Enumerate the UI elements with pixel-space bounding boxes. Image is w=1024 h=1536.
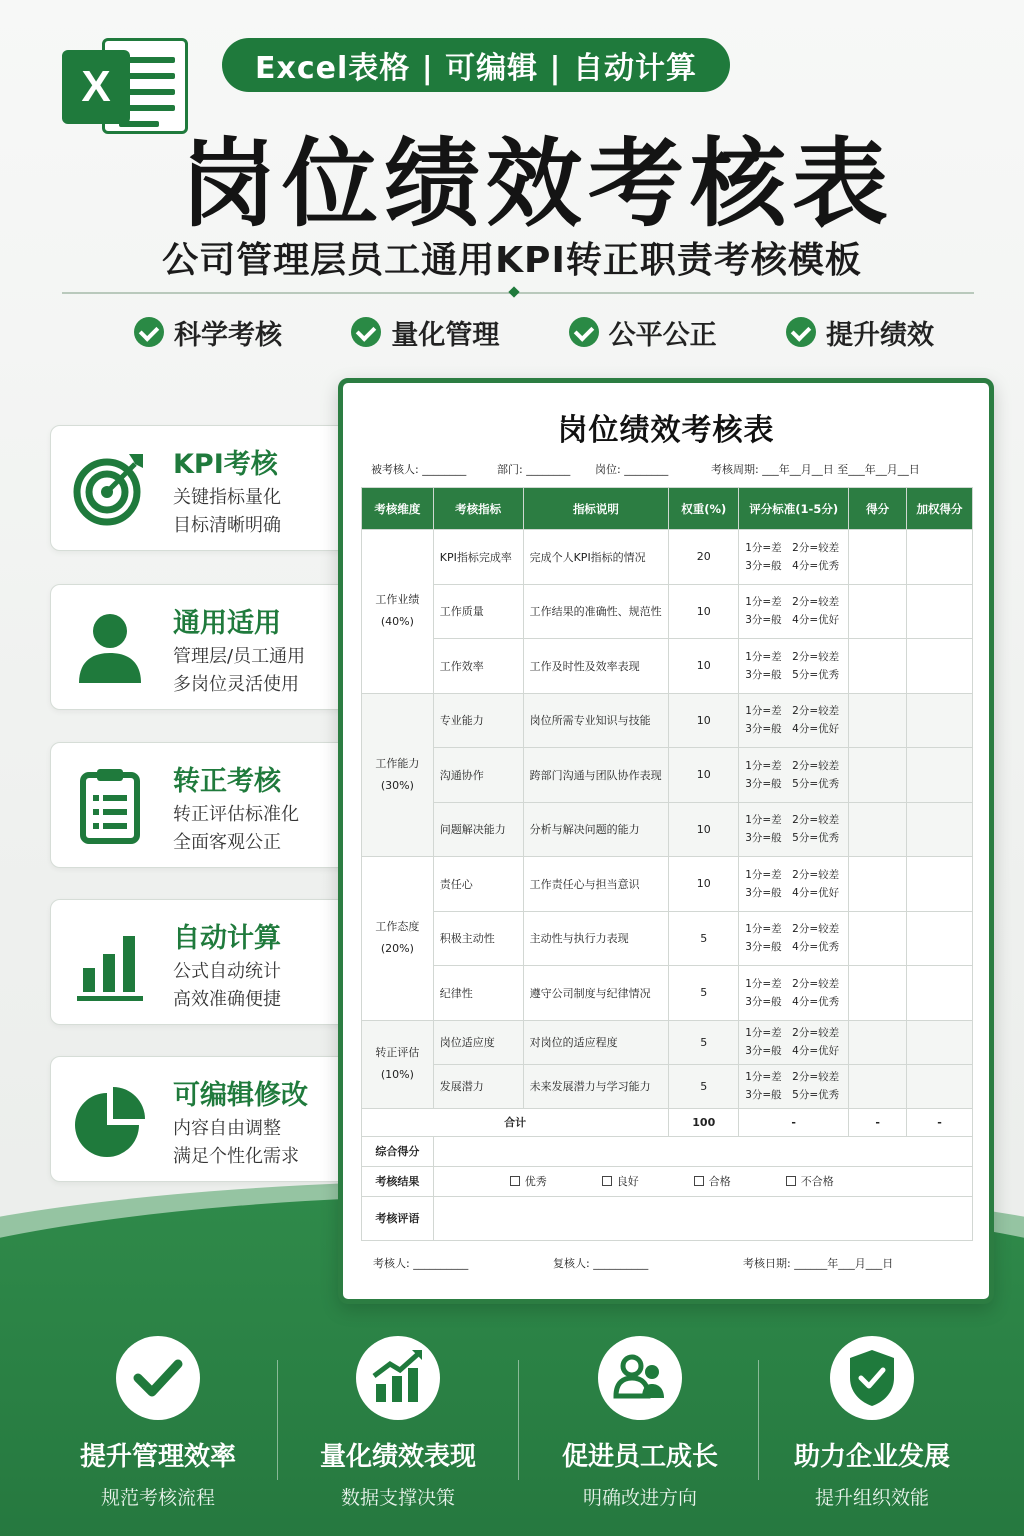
feature-card-general — [50, 584, 350, 710]
indicator-cell: 专业能力 — [433, 693, 523, 748]
indicator-cell: 纪律性 — [433, 966, 523, 1021]
comment-field[interactable] — [433, 1196, 972, 1240]
table-row — [362, 530, 973, 585]
description-cell: 未来发展潜力与学习能力 — [523, 1064, 669, 1108]
benefit-desc: 规范考核流程 — [100, 1487, 215, 1509]
total-score: - — [849, 1108, 907, 1136]
feature-title: 自动计算 — [173, 923, 281, 954]
indicator-cell: 积极主动性 — [433, 911, 523, 966]
person-icon — [73, 607, 147, 687]
indicator-cell: 沟通协作 — [433, 748, 523, 803]
score-cell[interactable] — [849, 857, 907, 912]
assessee-field[interactable]: 被考核人: ________ — [371, 463, 467, 476]
checkbox-icon — [602, 1176, 612, 1186]
column-header: 评分标准(1-5分) — [739, 488, 849, 530]
result-option-good[interactable]: 良好 — [602, 1173, 694, 1189]
standard-cell: 1分=差 2分=较差 3分=般 4分=优好 — [739, 693, 849, 748]
weight-cell: 10 — [669, 584, 739, 639]
dimension-cell: 工作态度 (20%) — [362, 857, 434, 1021]
table-row — [362, 639, 973, 694]
result-row — [362, 1166, 973, 1196]
feature-title: 转正考核 — [173, 766, 281, 797]
score-cell[interactable] — [849, 748, 907, 803]
tag: 提升绩效 — [786, 312, 934, 352]
feature-desc: 关键指标量化 目标清晰明确 — [173, 487, 281, 536]
table-row — [362, 857, 973, 912]
feature-title: 通用适用 — [173, 608, 281, 639]
target-icon — [73, 448, 147, 528]
description-cell: 主动性与执行力表现 — [523, 911, 669, 966]
weighted-score-cell — [907, 857, 973, 912]
sheet-title: 岗位绩效考核表 — [557, 413, 775, 448]
result-options — [433, 1166, 972, 1196]
assessor-field[interactable]: 考核人: __________ — [373, 1257, 469, 1270]
table-row — [362, 1020, 973, 1064]
standard-cell: 1分=差 2分=较差 3分=般 5分=优秀 — [739, 639, 849, 694]
comment-label: 考核评语 — [362, 1196, 434, 1240]
standard-cell: 1分=差 2分=较差 3分=般 5分=优秀 — [739, 1064, 849, 1108]
feature-card-autocalc — [50, 899, 350, 1025]
column-header: 得分 — [849, 488, 907, 530]
checkbox-icon — [694, 1176, 704, 1186]
weighted-score-cell — [907, 911, 973, 966]
indicator-cell: 岗位适应度 — [433, 1020, 523, 1064]
tag: 科学考核 — [134, 312, 282, 352]
benefit-employee-growth — [520, 1336, 760, 1509]
description-cell: 分析与解决问题的能力 — [523, 802, 669, 857]
period-field[interactable]: 考核周期: ___年__月__日 至___年__月__日 — [711, 463, 920, 476]
overall-score-row — [362, 1136, 973, 1166]
weighted-score-cell — [907, 530, 973, 585]
standard-cell: 1分=差 2分=较差 3分=般 5分=优秀 — [739, 748, 849, 803]
dimension-cell: 工作能力 (30%) — [362, 693, 434, 857]
people-icon — [598, 1336, 682, 1420]
format-badge: Excel表格 | 可编辑 | 自动计算 — [222, 38, 730, 92]
description-cell: 完成个人KPI指标的情况 — [523, 530, 669, 585]
weight-cell: 5 — [669, 1020, 739, 1064]
check-icon — [786, 317, 816, 347]
score-cell[interactable] — [849, 1020, 907, 1064]
table-row — [362, 1064, 973, 1108]
weight-cell: 20 — [669, 530, 739, 585]
result-label: 考核结果 — [362, 1166, 434, 1196]
checkbox-icon — [510, 1176, 520, 1186]
weight-cell: 10 — [669, 802, 739, 857]
indicator-cell: 发展潜力 — [433, 1064, 523, 1108]
weighted-score-cell — [907, 1064, 973, 1108]
weight-cell: 10 — [669, 857, 739, 912]
reviewer-field[interactable]: 复核人: __________ — [553, 1257, 649, 1270]
weighted-score-cell — [907, 748, 973, 803]
score-cell[interactable] — [849, 639, 907, 694]
total-row — [362, 1108, 973, 1136]
description-cell: 跨部门沟通与团队协作表现 — [523, 748, 669, 803]
score-cell[interactable] — [849, 802, 907, 857]
weight-cell: 10 — [669, 748, 739, 803]
total-weight: 100 — [669, 1108, 739, 1136]
weighted-score-cell — [907, 639, 973, 694]
overall-score-value[interactable] — [433, 1136, 972, 1166]
excel-logo-icon — [62, 30, 190, 142]
weight-cell: 10 — [669, 639, 739, 694]
standard-cell: 1分=差 2分=较差 3分=般 5分=优秀 — [739, 802, 849, 857]
score-cell[interactable] — [849, 584, 907, 639]
standard-cell: 1分=差 2分=较差 3分=般 4分=优秀 — [739, 966, 849, 1021]
assessment-sheet — [338, 378, 994, 1304]
bar-chart-icon — [73, 922, 147, 1002]
clipboard-icon — [73, 765, 147, 845]
total-standard: - — [739, 1108, 849, 1136]
total-weighted-score: - — [907, 1108, 973, 1136]
weight-cell: 5 — [669, 1064, 739, 1108]
benefit-quantify-performance — [278, 1336, 518, 1509]
benefit-title: 量化绩效表现 — [319, 1442, 476, 1472]
benefit-title: 助力企业发展 — [793, 1442, 950, 1472]
score-cell[interactable] — [849, 693, 907, 748]
description-cell: 对岗位的适应程度 — [523, 1020, 669, 1064]
weight-cell: 5 — [669, 911, 739, 966]
indicator-cell: 责任心 — [433, 857, 523, 912]
feature-tags — [134, 312, 934, 352]
total-label: 合计 — [362, 1108, 669, 1136]
table-row — [362, 584, 973, 639]
feature-desc: 管理层/员工通用 多岗位灵活使用 — [173, 646, 306, 695]
column-header: 权重(%) — [669, 488, 739, 530]
column-header: 加权得分 — [907, 488, 973, 530]
table-row — [362, 693, 973, 748]
overall-score-label: 综合得分 — [362, 1136, 434, 1166]
standard-cell: 1分=差 2分=较差 3分=般 4分=优秀 — [739, 530, 849, 585]
feature-card-editable — [50, 1056, 350, 1182]
score-cell[interactable] — [849, 966, 907, 1021]
benefit-enterprise-growth — [752, 1336, 992, 1509]
column-header: 考核指标 — [433, 488, 523, 530]
page-subtitle: 公司管理层员工通用KPI转正职责考核模板 — [162, 240, 862, 281]
result-option-pass[interactable]: 合格 — [694, 1173, 786, 1189]
feature-title: 可编辑修改 — [173, 1080, 308, 1111]
standard-cell: 1分=差 2分=较差 3分=般 4分=优好 — [739, 857, 849, 912]
feature-card-kpi — [50, 425, 350, 551]
feature-card-probation — [50, 742, 350, 868]
tag: 公平公正 — [569, 312, 717, 352]
result-option-fail[interactable]: 不合格 — [786, 1173, 878, 1189]
indicator-cell: 工作效率 — [433, 639, 523, 694]
benefit-title: 促进员工成长 — [561, 1442, 718, 1472]
check-icon — [134, 317, 164, 347]
benefit-desc: 提升组织效能 — [814, 1487, 929, 1509]
weighted-score-cell — [907, 966, 973, 1021]
feature-title: KPI考核 — [173, 449, 278, 480]
weight-cell: 5 — [669, 966, 739, 1021]
shield-check-icon — [830, 1336, 914, 1420]
excel-logo-letter: X — [62, 50, 130, 124]
dimension-cell: 工作业绩 (40%) — [362, 530, 434, 694]
comment-row — [362, 1196, 973, 1240]
position-field[interactable]: 岗位: ________ — [595, 463, 669, 476]
indicator-cell: 工作质量 — [433, 584, 523, 639]
check-icon — [351, 317, 381, 347]
kpi-table — [361, 487, 973, 1241]
check-circle-icon — [116, 1336, 200, 1420]
table-row — [362, 802, 973, 857]
column-header: 指标说明 — [523, 488, 669, 530]
weight-cell: 10 — [669, 693, 739, 748]
tag: 量化管理 — [351, 312, 499, 352]
feature-desc: 转正评估标准化 全面客观公正 — [173, 804, 299, 853]
description-cell: 工作责任心与担当意识 — [523, 857, 669, 912]
weighted-score-cell — [907, 584, 973, 639]
score-cell[interactable] — [849, 911, 907, 966]
weighted-score-cell — [907, 693, 973, 748]
growth-chart-icon — [356, 1336, 440, 1420]
description-cell: 岗位所需专业知识与技能 — [523, 693, 669, 748]
standard-cell: 1分=差 2分=较差 3分=般 4分=优好 — [739, 1020, 849, 1064]
benefit-desc: 数据支撑决策 — [340, 1487, 455, 1509]
department-field[interactable]: 部门: ________ — [497, 463, 571, 476]
weighted-score-cell — [907, 802, 973, 857]
description-cell: 工作结果的准确性、规范性 — [523, 584, 669, 639]
column-header: 考核维度 — [362, 488, 434, 530]
divider — [518, 1360, 519, 1480]
benefit-desc: 明确改进方向 — [582, 1487, 697, 1509]
standard-cell: 1分=差 2分=较差 3分=般 4分=优秀 — [739, 911, 849, 966]
date-field[interactable]: 考核日期: ______年___月___日 — [743, 1257, 894, 1270]
feature-desc: 内容自由调整 满足个性化需求 — [173, 1118, 299, 1167]
feature-desc: 公式自动统计 高效准确便捷 — [173, 961, 281, 1010]
description-cell: 工作及时性及效率表现 — [523, 639, 669, 694]
check-icon — [569, 317, 599, 347]
standard-cell: 1分=差 2分=较差 3分=般 4分=优好 — [739, 584, 849, 639]
table-row — [362, 748, 973, 803]
score-cell[interactable] — [849, 530, 907, 585]
weighted-score-cell — [907, 1020, 973, 1064]
description-cell: 遵守公司制度与纪律情况 — [523, 966, 669, 1021]
page-title: 岗位绩效考核表 — [180, 128, 894, 240]
pie-chart-icon — [73, 1079, 147, 1159]
score-cell[interactable] — [849, 1064, 907, 1108]
table-row — [362, 966, 973, 1021]
benefit-management-efficiency — [38, 1336, 278, 1509]
table-row — [362, 911, 973, 966]
result-option-excellent[interactable]: 优秀 — [510, 1173, 602, 1189]
checkbox-icon — [786, 1176, 796, 1186]
table-header-row — [362, 488, 973, 530]
indicator-cell: KPI指标完成率 — [433, 530, 523, 585]
indicator-cell: 问题解决能力 — [433, 802, 523, 857]
dimension-cell: 转正评估 (10%) — [362, 1020, 434, 1108]
benefit-title: 提升管理效率 — [79, 1442, 236, 1472]
